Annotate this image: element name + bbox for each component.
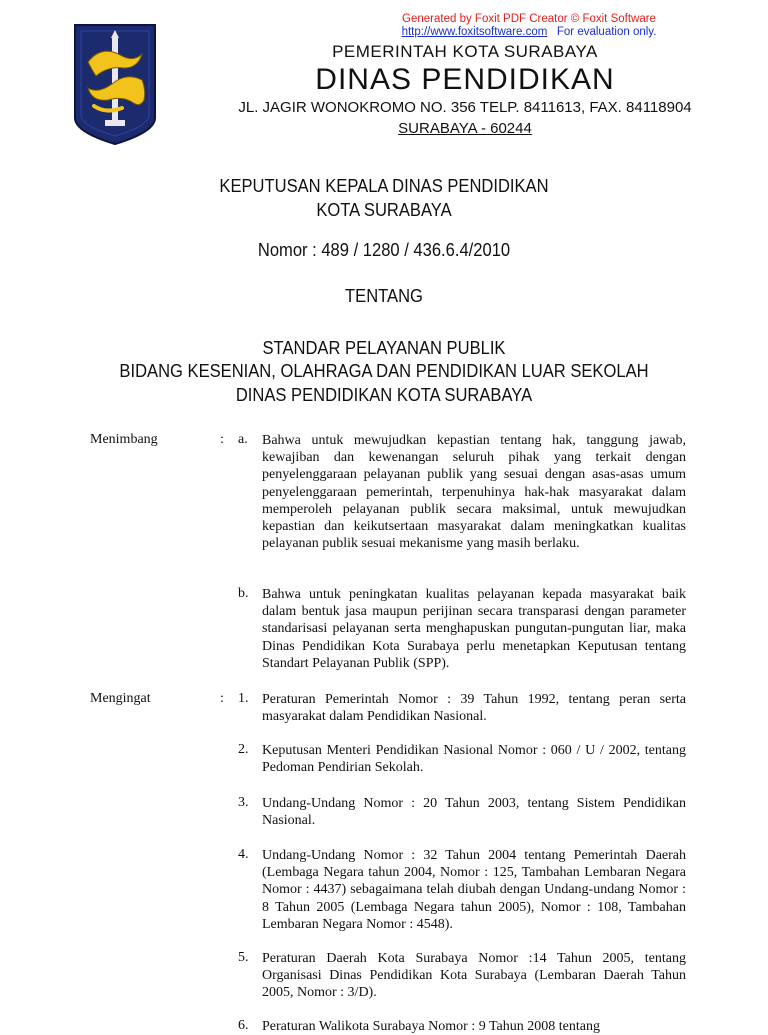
menimbang-colon: : bbox=[220, 432, 224, 447]
mengingat-colon: : bbox=[220, 691, 224, 706]
mengingat-item-text: Undang-Undang Nomor : 20 Tahun 2003, tentang Sistem Pendidikan Nasional. bbox=[262, 796, 686, 829]
menimbang-label: Menimbang bbox=[90, 432, 158, 447]
letterhead-city bbox=[230, 120, 700, 137]
mengingat-item-text: Keputusan Menteri Pendidikan Nasional Nomor : 060 / U / 2002, tentang Pedoman Pendirian Sekolah. bbox=[262, 743, 686, 776]
mengingat-item-mark: 6. bbox=[238, 1018, 249, 1033]
mengingat-item-mark: 5. bbox=[238, 950, 249, 965]
decree-number: Nomor : 489 / 1280 / 436.6.4/2010 bbox=[257, 240, 511, 260]
letterhead-government: PEMERINTAH KOTA SURABAYA bbox=[332, 42, 598, 61]
menimbang-item-text: Bahwa untuk peningkatan kualitas pelayanan kepada masyarakat baik dalam bentuk jasa maupun perijinan secara transparasi dengan parameter standarisasi pelayanan serta menghapuskan pungutan-pungutan liar, maka Dinas Pendidikan Kota Surabaya perlu menetapkan Keputusan tentang Standart Pelayanan Publik (SPP). bbox=[262, 587, 686, 671]
decree-subject-line3: DINAS PENDIDIKAN KOTA SURABAYA bbox=[235, 385, 533, 405]
mengingat-item-mark: 3. bbox=[238, 795, 249, 810]
decree-title-line1: KEPUTUSAN KEPALA DINAS PENDIDIKAN bbox=[219, 176, 549, 196]
watermark-line2 bbox=[384, 26, 674, 39]
mengingat-item-text: Peraturan Walikota Surabaya Nomor : 9 Tahun 2008 tentang bbox=[262, 1019, 600, 1034]
mengingat-item-mark: 1. bbox=[238, 691, 249, 706]
mengingat-item-text: Peraturan Daerah Kota Surabaya Nomor :14 Tahun 2005, tentang Organisasi Dinas Pendidikan Kota Surabaya (Lembaran Daerah Tahun 2005, Nomor : 3/D). bbox=[262, 951, 686, 1001]
letterhead-address: JL. JAGIR WONOKROMO NO. 356 TELP. 8411613, FAX. 84118904 bbox=[238, 99, 692, 116]
surabaya-emblem-logo bbox=[72, 22, 158, 146]
decree-subject-line2: BIDANG KESENIAN, OLAHRAGA DAN PENDIDIKAN LUAR SEKOLAH bbox=[119, 361, 649, 381]
watermark-url-link[interactable]: http://www.foxitsoftware.com bbox=[401, 26, 548, 38]
watermark-note: For evaluation only. bbox=[556, 26, 657, 38]
letterhead-department: DINAS PENDIDIKAN bbox=[315, 63, 615, 96]
mengingat-item-text: Undang-Undang Nomor : 32 Tahun 2004 tentang Pemerintah Daerah (Lembaga Negara tahun 2004, Nomor : 125, Tambahan Lembaran Negara Nomor : 4437) sebagaimana telah diubah dengan Undang-undang Nomor : 8 Tahun 2005 (Lembaga Negara tahun 2005), Nomor : 108, Tambahan Lembaran Negara Nomor : 4548). bbox=[262, 848, 686, 932]
foxit-watermark bbox=[384, 13, 674, 39]
menimbang-item-text: Bahwa untuk mewujudkan kepastian tentang hak, tanggung jawab, kewajiban dan kewenangan seluruh pihak yang terkait dengan penyelenggaraan pelayanan publik yang sesuai dengan asas-asas umum penyelenggaraan pemerintah, terpenuhinya hak-hak masyarakat dalam memperoleh pelayanan publik secara maksimal, untuk mewujudkan kepastian dan keikutsertaan masyarakat dalam meningkatkan kualitas pelayanan publik sesuai mekanisme yang masih berlaku. bbox=[262, 433, 686, 552]
menimbang-item-mark: b. bbox=[238, 586, 249, 601]
decree-about: TENTANG bbox=[345, 286, 423, 306]
mengingat-item-mark: 4. bbox=[238, 847, 249, 862]
mengingat-item-mark: 2. bbox=[238, 742, 249, 757]
decree-subject-line1: STANDAR PELAYANAN PUBLIK bbox=[262, 338, 506, 358]
mengingat-label: Mengingat bbox=[90, 691, 151, 706]
letterhead-city-text: SURABAYA - 60244 bbox=[398, 120, 532, 137]
decree-title-line2: KOTA SURABAYA bbox=[316, 200, 452, 220]
menimbang-item-mark: a. bbox=[238, 432, 248, 447]
mengingat-item-text: Peraturan Pemerintah Nomor : 39 Tahun 1992, tentang peran serta masyarakat dalam Pendidikan Nasional. bbox=[262, 692, 686, 725]
watermark-line1: Generated by Foxit PDF Creator © Foxit Software bbox=[402, 13, 656, 25]
